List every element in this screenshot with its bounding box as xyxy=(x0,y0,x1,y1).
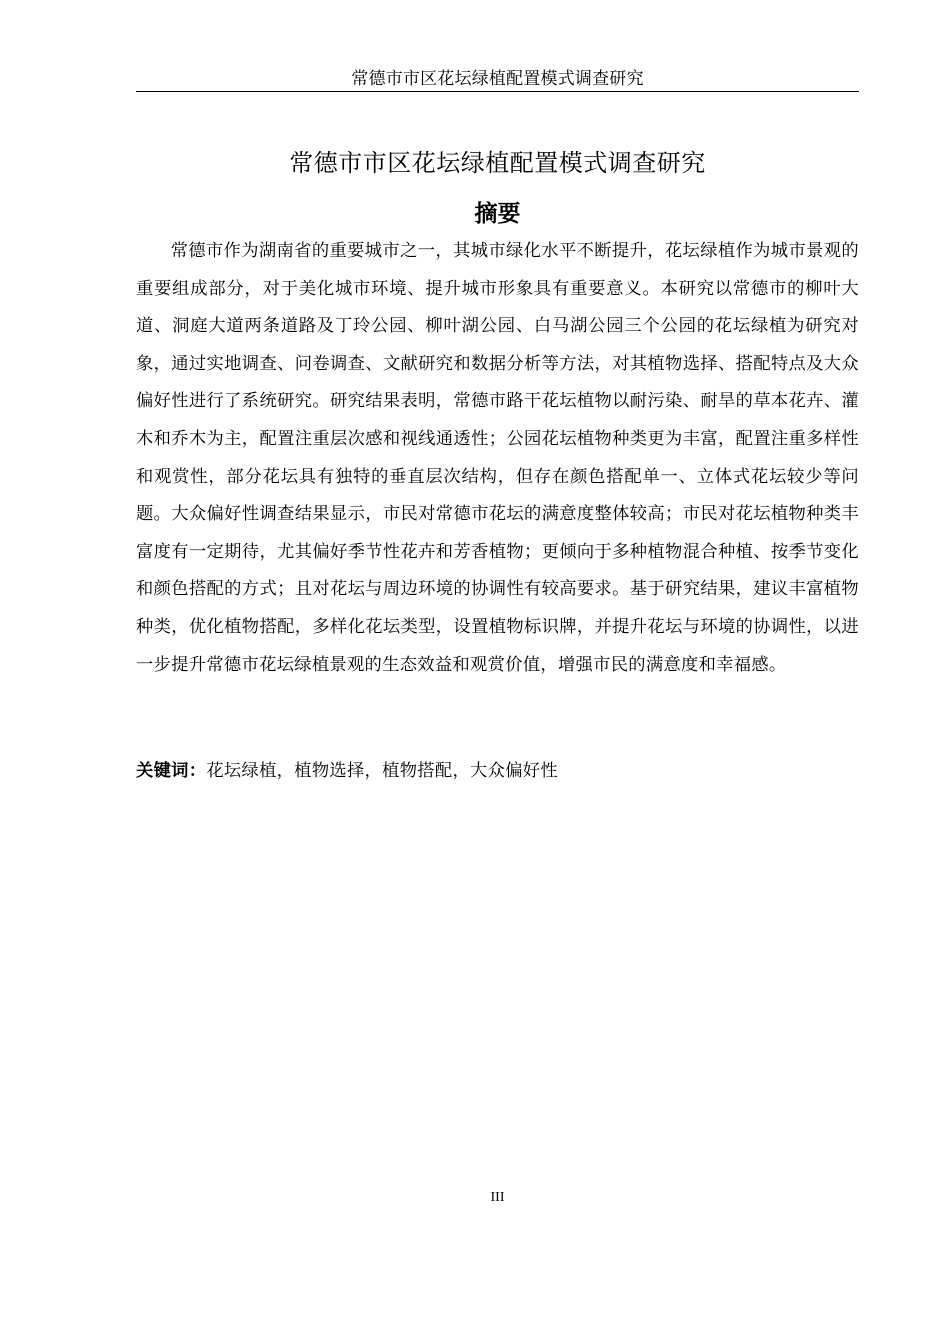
keywords-label: 关键词： xyxy=(136,761,207,781)
abstract-paragraph: 常德市作为湖南省的重要城市之一，其城市绿化水平不断提升，花坛绿植作为城市景观的重要组成部分，对于美化城市环境、提升城市形象具有重要意义。本研究以常德市的柳叶大道、洞庭大道两条道路及丁玲公园、柳叶湖公园、白马湖公园三个公园的花坛绿植为研究对象，通过实地调查、问卷调查、文献研究和数据分析等方法，对其植物选择、搭配特点及大众偏好性进行了系统研究。研究结果表明，常德市路干花坛植物以耐污染、耐旱的草本花卉、灌木和乔木为主，配置注重层次感和视线通透性；公园花坛植物种类更为丰富，配置注重多样性和观赏性，部分花坛具有独特的垂直层次结构，但存在颜色搭配单一、立体式花坛较少等问题。大众偏好性调查结果显示，市民对常德市花坛的满意度整体较高；市民对花坛植物种类丰富度有一定期待，尤其偏好季节性花卉和芳香植物；更倾向于多种植物混合种植、按季节变化和颜色搭配的方式；且对花坛与周边环境的协调性有较高要求。基于研究结果，建议丰富植物种类，优化植物搭配，多样化花坛类型，设置植物标识牌，并提升花坛与环境的协调性，以进一步提升常德市花坛绿植景观的生态效益和观赏价值，增强市民的满意度和幸福感。 xyxy=(136,241,859,675)
header-rule xyxy=(136,91,859,92)
document-title: 常德市市区花坛绿植配置模式调查研究 xyxy=(289,149,706,177)
keywords-text: 花坛绿植，植物选择，植物搭配，大众偏好性 xyxy=(206,761,558,781)
abstract-heading: 摘要 xyxy=(474,201,521,227)
page-number: III xyxy=(490,1190,505,1205)
keywords-line xyxy=(136,755,859,787)
running-header: 常德市市区花坛绿植配置模式调查研究 xyxy=(351,69,644,89)
